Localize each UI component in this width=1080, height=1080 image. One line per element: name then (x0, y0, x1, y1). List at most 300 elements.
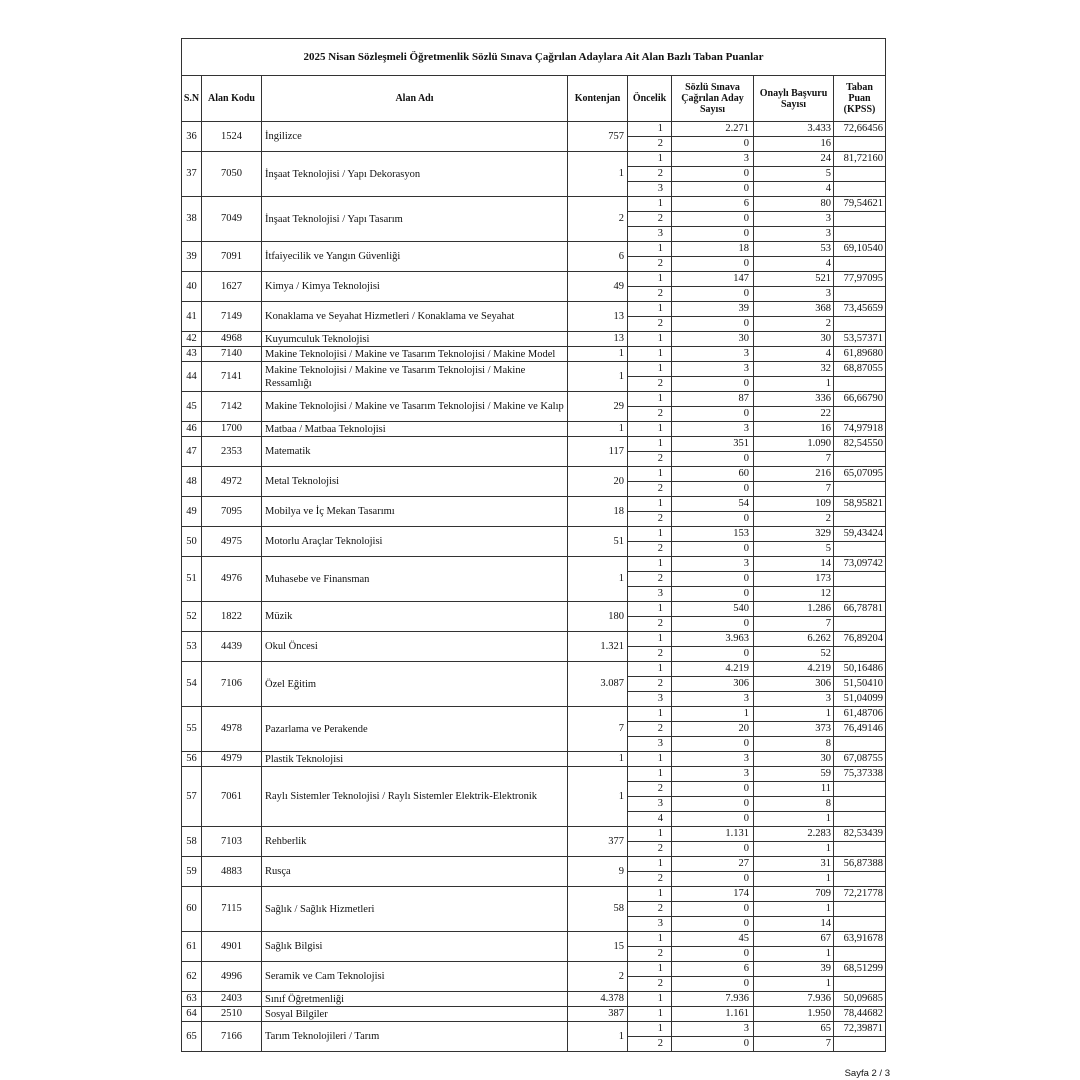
cell-alan-kodu: 4978 (202, 707, 262, 752)
cell-sozlu-aday: 3.963 (672, 632, 754, 647)
cell-kontenjan: 2 (568, 197, 628, 242)
cell-alan-kodu: 4996 (202, 962, 262, 992)
cell-alan-kodu: 1627 (202, 272, 262, 302)
cell-taban-puan: 66,78781 (834, 602, 886, 617)
cell-taban-puan: 68,87055 (834, 362, 886, 377)
cell-onayli-basvuru: 1 (754, 872, 834, 887)
cell-sozlu-aday: 153 (672, 527, 754, 542)
cell-sn: 43 (182, 347, 202, 362)
cell-taban-puan (834, 137, 886, 152)
cell-alan-kodu: 4972 (202, 467, 262, 497)
cell-taban-puan: 69,10540 (834, 242, 886, 257)
cell-oncelik: 2 (628, 647, 672, 662)
cell-sn: 53 (182, 632, 202, 662)
cell-oncelik: 3 (628, 692, 672, 707)
cell-oncelik: 2 (628, 977, 672, 992)
cell-kontenjan: 6 (568, 242, 628, 272)
header-oncelik: Öncelik (628, 76, 672, 122)
cell-alan-adi: Matematik (262, 437, 568, 467)
cell-taban-puan: 61,89680 (834, 347, 886, 362)
cell-sozlu-aday: 0 (672, 587, 754, 602)
cell-taban-puan (834, 227, 886, 242)
cell-onayli-basvuru: 1 (754, 707, 834, 722)
cell-sozlu-aday: 0 (672, 227, 754, 242)
cell-oncelik: 2 (628, 722, 672, 737)
cell-oncelik: 1 (628, 992, 672, 1007)
cell-alan-adi: Makine Teknolojisi / Makine ve Tasarım Teknolojisi / Makine Model (262, 347, 568, 362)
cell-oncelik: 2 (628, 677, 672, 692)
cell-sn: 41 (182, 302, 202, 332)
cell-sozlu-aday: 4.219 (672, 662, 754, 677)
page-number: Sayfa 2 / 3 (844, 1068, 890, 1079)
cell-taban-puan: 51,50410 (834, 677, 886, 692)
cell-sozlu-aday: 0 (672, 782, 754, 797)
cell-taban-puan (834, 947, 886, 962)
cell-taban-puan (834, 212, 886, 227)
cell-sozlu-aday: 0 (672, 212, 754, 227)
cell-sozlu-aday: 174 (672, 887, 754, 902)
cell-sozlu-aday: 0 (672, 902, 754, 917)
cell-alan-adi: Tarım Teknolojileri / Tarım (262, 1022, 568, 1052)
cell-taban-puan (834, 872, 886, 887)
cell-alan-adi: Mobilya ve İç Mekan Tasarımı (262, 497, 568, 527)
cell-taban-puan (834, 902, 886, 917)
cell-taban-puan: 50,09685 (834, 992, 886, 1007)
cell-onayli-basvuru: 14 (754, 917, 834, 932)
cell-kontenjan: 2 (568, 962, 628, 992)
cell-oncelik: 2 (628, 542, 672, 557)
cell-alan-adi: Rehberlik (262, 827, 568, 857)
cell-onayli-basvuru: 67 (754, 932, 834, 947)
cell-taban-puan: 56,87388 (834, 857, 886, 872)
cell-taban-puan (834, 542, 886, 557)
cell-alan-adi: İngilizce (262, 122, 568, 152)
cell-taban-puan (834, 452, 886, 467)
cell-onayli-basvuru: 14 (754, 557, 834, 572)
cell-onayli-basvuru: 1 (754, 377, 834, 392)
cell-onayli-basvuru: 4.219 (754, 662, 834, 677)
cell-taban-puan: 82,54550 (834, 437, 886, 452)
cell-onayli-basvuru: 4 (754, 257, 834, 272)
cell-taban-puan (834, 782, 886, 797)
cell-taban-puan: 77,97095 (834, 272, 886, 287)
cell-oncelik: 1 (628, 242, 672, 257)
cell-oncelik: 2 (628, 167, 672, 182)
cell-alan-adi: Sağlık / Sağlık Hizmetleri (262, 887, 568, 932)
cell-alan-kodu: 7061 (202, 767, 262, 827)
cell-sozlu-aday: 0 (672, 287, 754, 302)
table-row (182, 437, 886, 452)
cell-alan-kodu: 7149 (202, 302, 262, 332)
cell-sozlu-aday: 0 (672, 797, 754, 812)
cell-sozlu-aday: 306 (672, 677, 754, 692)
cell-oncelik: 1 (628, 827, 672, 842)
cell-alan-kodu: 4883 (202, 857, 262, 887)
cell-kontenjan: 1 (568, 557, 628, 602)
cell-oncelik: 2 (628, 212, 672, 227)
cell-taban-puan (834, 167, 886, 182)
cell-kontenjan: 15 (568, 932, 628, 962)
table-row (182, 857, 886, 872)
cell-sozlu-aday: 0 (672, 137, 754, 152)
cell-alan-kodu: 2353 (202, 437, 262, 467)
cell-alan-kodu: 7106 (202, 662, 262, 707)
cell-kontenjan: 4.378 (568, 992, 628, 1007)
table-row (182, 932, 886, 947)
cell-oncelik: 2 (628, 902, 672, 917)
cell-sn: 47 (182, 437, 202, 467)
cell-oncelik: 1 (628, 467, 672, 482)
cell-oncelik: 1 (628, 362, 672, 377)
cell-alan-adi: Konaklama ve Seyahat Hizmetleri / Konaklama ve Seyahat (262, 302, 568, 332)
cell-alan-kodu: 2403 (202, 992, 262, 1007)
cell-alan-adi: Raylı Sistemler Teknolojisi / Raylı Sistemler Elektrik-Elektronik (262, 767, 568, 827)
table-row (182, 602, 886, 617)
cell-taban-puan (834, 917, 886, 932)
cell-oncelik: 1 (628, 122, 672, 137)
cell-onayli-basvuru: 2 (754, 512, 834, 527)
cell-alan-kodu: 7141 (202, 362, 262, 392)
cell-alan-adi: Metal Teknolojisi (262, 467, 568, 497)
cell-oncelik: 1 (628, 497, 672, 512)
cell-onayli-basvuru: 5 (754, 542, 834, 557)
cell-taban-puan: 61,48706 (834, 707, 886, 722)
cell-sn: 38 (182, 197, 202, 242)
scores-table (181, 38, 886, 1052)
cell-kontenjan: 1 (568, 1022, 628, 1052)
cell-oncelik: 1 (628, 1022, 672, 1037)
cell-oncelik: 1 (628, 152, 672, 167)
cell-onayli-basvuru: 11 (754, 782, 834, 797)
header-taban: Taban Puan (KPSS) (834, 76, 886, 122)
cell-sozlu-aday: 3 (672, 557, 754, 572)
cell-alan-kodu: 7095 (202, 497, 262, 527)
cell-alan-adi: Plastik Teknolojisi (262, 752, 568, 767)
cell-alan-adi: Matbaa / Matbaa Teknolojisi (262, 422, 568, 437)
cell-sozlu-aday: 3 (672, 752, 754, 767)
cell-alan-kodu: 7115 (202, 887, 262, 932)
cell-taban-puan: 76,89204 (834, 632, 886, 647)
cell-sn: 65 (182, 1022, 202, 1052)
cell-onayli-basvuru: 3 (754, 692, 834, 707)
cell-alan-adi: İnşaat Teknolojisi / Yapı Dekorasyon (262, 152, 568, 197)
table-row (182, 422, 886, 437)
cell-taban-puan: 78,44682 (834, 1007, 886, 1022)
header-name: Alan Adı (262, 76, 568, 122)
cell-sozlu-aday: 0 (672, 182, 754, 197)
cell-onayli-basvuru: 1 (754, 812, 834, 827)
cell-sn: 36 (182, 122, 202, 152)
cell-onayli-basvuru: 1 (754, 947, 834, 962)
cell-sozlu-aday: 540 (672, 602, 754, 617)
cell-sn: 42 (182, 332, 202, 347)
cell-onayli-basvuru: 173 (754, 572, 834, 587)
cell-alan-kodu: 2510 (202, 1007, 262, 1022)
cell-oncelik: 3 (628, 737, 672, 752)
cell-onayli-basvuru: 39 (754, 962, 834, 977)
cell-alan-adi: Sınıf Öğretmenliği (262, 992, 568, 1007)
cell-onayli-basvuru: 7 (754, 482, 834, 497)
cell-sn: 59 (182, 857, 202, 887)
cell-oncelik: 3 (628, 917, 672, 932)
cell-sozlu-aday: 0 (672, 737, 754, 752)
cell-alan-kodu: 4975 (202, 527, 262, 557)
table-row (182, 197, 886, 212)
cell-sn: 48 (182, 467, 202, 497)
header-code: Alan Kodu (202, 76, 262, 122)
cell-taban-puan: 67,08755 (834, 752, 886, 767)
cell-alan-kodu: 4976 (202, 557, 262, 602)
cell-kontenjan: 1 (568, 347, 628, 362)
cell-sn: 54 (182, 662, 202, 707)
cell-sn: 58 (182, 827, 202, 857)
cell-onayli-basvuru: 5 (754, 167, 834, 182)
table-row (182, 887, 886, 902)
cell-onayli-basvuru: 7 (754, 1037, 834, 1052)
cell-alan-adi: Rusça (262, 857, 568, 887)
cell-oncelik: 1 (628, 1007, 672, 1022)
cell-alan-kodu: 7166 (202, 1022, 262, 1052)
cell-sn: 63 (182, 992, 202, 1007)
cell-kontenjan: 1 (568, 152, 628, 197)
cell-taban-puan: 51,04099 (834, 692, 886, 707)
cell-sn: 64 (182, 1007, 202, 1022)
cell-taban-puan: 66,66790 (834, 392, 886, 407)
cell-taban-puan: 73,09742 (834, 557, 886, 572)
cell-onayli-basvuru: 31 (754, 857, 834, 872)
cell-sozlu-aday: 0 (672, 872, 754, 887)
cell-sozlu-aday: 0 (672, 542, 754, 557)
cell-sn: 62 (182, 962, 202, 992)
cell-oncelik: 1 (628, 752, 672, 767)
cell-sn: 51 (182, 557, 202, 602)
cell-sozlu-aday: 18 (672, 242, 754, 257)
cell-oncelik: 3 (628, 182, 672, 197)
cell-alan-kodu: 7091 (202, 242, 262, 272)
cell-sozlu-aday: 3 (672, 767, 754, 782)
cell-alan-adi: Muhasebe ve Finansman (262, 557, 568, 602)
table-row (182, 362, 886, 377)
cell-sozlu-aday: 3 (672, 152, 754, 167)
cell-onayli-basvuru: 1.286 (754, 602, 834, 617)
cell-oncelik: 1 (628, 332, 672, 347)
cell-oncelik: 3 (628, 797, 672, 812)
cell-taban-puan: 81,72160 (834, 152, 886, 167)
cell-taban-puan: 65,07095 (834, 467, 886, 482)
cell-alan-adi: Seramik ve Cam Teknolojisi (262, 962, 568, 992)
cell-onayli-basvuru: 30 (754, 332, 834, 347)
header-onayli: Onaylı Başvuru Sayısı (754, 76, 834, 122)
cell-onayli-basvuru: 8 (754, 797, 834, 812)
cell-onayli-basvuru: 22 (754, 407, 834, 422)
table-row (182, 707, 886, 722)
cell-sozlu-aday: 7.936 (672, 992, 754, 1007)
cell-oncelik: 2 (628, 782, 672, 797)
cell-taban-puan: 50,16486 (834, 662, 886, 677)
cell-alan-adi: Makine Teknolojisi / Makine ve Tasarım Teknolojisi / Makine ve Kalıp (262, 392, 568, 422)
cell-sozlu-aday: 54 (672, 497, 754, 512)
cell-sozlu-aday: 0 (672, 257, 754, 272)
cell-oncelik: 3 (628, 227, 672, 242)
cell-kontenjan: 1 (568, 362, 628, 392)
cell-oncelik: 2 (628, 842, 672, 857)
header-sozlu: Sözlü Sınava Çağrılan Aday Sayısı (672, 76, 754, 122)
header-sn: S.N (182, 76, 202, 122)
cell-kontenjan: 7 (568, 707, 628, 752)
cell-taban-puan (834, 317, 886, 332)
cell-kontenjan: 377 (568, 827, 628, 857)
cell-taban-puan (834, 617, 886, 632)
table-row (182, 302, 886, 317)
cell-onayli-basvuru: 4 (754, 347, 834, 362)
cell-onayli-basvuru: 373 (754, 722, 834, 737)
cell-sozlu-aday: 0 (672, 317, 754, 332)
cell-oncelik: 2 (628, 452, 672, 467)
cell-oncelik: 1 (628, 662, 672, 677)
cell-taban-puan: 72,66456 (834, 122, 886, 137)
cell-oncelik: 2 (628, 512, 672, 527)
cell-oncelik: 2 (628, 872, 672, 887)
cell-alan-kodu: 4968 (202, 332, 262, 347)
cell-alan-kodu: 7050 (202, 152, 262, 197)
cell-oncelik: 1 (628, 437, 672, 452)
cell-taban-puan (834, 257, 886, 272)
cell-taban-puan (834, 587, 886, 602)
table-row (182, 1022, 886, 1037)
cell-alan-adi: Pazarlama ve Perakende (262, 707, 568, 752)
cell-taban-puan (834, 737, 886, 752)
cell-alan-adi: Kimya / Kimya Teknolojisi (262, 272, 568, 302)
cell-oncelik: 1 (628, 707, 672, 722)
cell-taban-puan: 59,43424 (834, 527, 886, 542)
cell-kontenjan: 49 (568, 272, 628, 302)
cell-alan-kodu: 1524 (202, 122, 262, 152)
cell-onayli-basvuru: 329 (754, 527, 834, 542)
cell-sozlu-aday: 60 (672, 467, 754, 482)
cell-alan-kodu: 7140 (202, 347, 262, 362)
cell-taban-puan: 79,54621 (834, 197, 886, 212)
cell-taban-puan (834, 1037, 886, 1052)
cell-sozlu-aday: 30 (672, 332, 754, 347)
cell-alan-kodu: 4979 (202, 752, 262, 767)
table-row (182, 527, 886, 542)
cell-oncelik: 2 (628, 947, 672, 962)
cell-alan-kodu: 7049 (202, 197, 262, 242)
cell-oncelik: 3 (628, 587, 672, 602)
cell-taban-puan: 76,49146 (834, 722, 886, 737)
cell-sozlu-aday: 1.131 (672, 827, 754, 842)
cell-kontenjan: 58 (568, 887, 628, 932)
cell-onayli-basvuru: 7.936 (754, 992, 834, 1007)
cell-oncelik: 1 (628, 347, 672, 362)
cell-onayli-basvuru: 3.433 (754, 122, 834, 137)
cell-kontenjan: 3.087 (568, 662, 628, 707)
cell-alan-kodu: 1700 (202, 422, 262, 437)
table-row (182, 242, 886, 257)
cell-kontenjan: 51 (568, 527, 628, 557)
cell-sn: 57 (182, 767, 202, 827)
cell-oncelik: 1 (628, 857, 672, 872)
cell-oncelik: 1 (628, 962, 672, 977)
cell-sozlu-aday: 0 (672, 812, 754, 827)
cell-alan-adi: Okul Öncesi (262, 632, 568, 662)
cell-taban-puan: 63,91678 (834, 932, 886, 947)
cell-onayli-basvuru: 2.283 (754, 827, 834, 842)
cell-alan-adi: Sağlık Bilgisi (262, 932, 568, 962)
cell-onayli-basvuru: 6.262 (754, 632, 834, 647)
cell-oncelik: 2 (628, 572, 672, 587)
cell-taban-puan (834, 842, 886, 857)
cell-sn: 44 (182, 362, 202, 392)
cell-oncelik: 1 (628, 767, 672, 782)
cell-sozlu-aday: 6 (672, 197, 754, 212)
cell-sozlu-aday: 0 (672, 512, 754, 527)
table-row (182, 152, 886, 167)
cell-alan-kodu: 7103 (202, 827, 262, 857)
cell-onayli-basvuru: 2 (754, 317, 834, 332)
cell-sozlu-aday: 3 (672, 1022, 754, 1037)
cell-sozlu-aday: 39 (672, 302, 754, 317)
cell-sozlu-aday: 2.271 (672, 122, 754, 137)
cell-taban-puan: 74,97918 (834, 422, 886, 437)
cell-kontenjan: 117 (568, 437, 628, 467)
cell-onayli-basvuru: 16 (754, 137, 834, 152)
table-row (182, 272, 886, 287)
table-row (182, 992, 886, 1007)
cell-oncelik: 1 (628, 197, 672, 212)
cell-sozlu-aday: 351 (672, 437, 754, 452)
cell-onayli-basvuru: 32 (754, 362, 834, 377)
cell-sozlu-aday: 6 (672, 962, 754, 977)
cell-sozlu-aday: 3 (672, 362, 754, 377)
cell-onayli-basvuru: 7 (754, 452, 834, 467)
cell-onayli-basvuru: 1 (754, 842, 834, 857)
cell-sozlu-aday: 0 (672, 1037, 754, 1052)
cell-sozlu-aday: 3 (672, 347, 754, 362)
cell-sn: 50 (182, 527, 202, 557)
cell-taban-puan: 72,39871 (834, 1022, 886, 1037)
table-row (182, 557, 886, 572)
cell-onayli-basvuru: 80 (754, 197, 834, 212)
table-row (182, 662, 886, 677)
cell-taban-puan: 68,51299 (834, 962, 886, 977)
cell-sn: 45 (182, 392, 202, 422)
cell-oncelik: 2 (628, 1037, 672, 1052)
cell-sozlu-aday: 0 (672, 977, 754, 992)
cell-onayli-basvuru: 8 (754, 737, 834, 752)
cell-oncelik: 1 (628, 302, 672, 317)
cell-onayli-basvuru: 3 (754, 227, 834, 242)
cell-kontenjan: 13 (568, 302, 628, 332)
cell-oncelik: 2 (628, 482, 672, 497)
cell-sozlu-aday: 0 (672, 482, 754, 497)
cell-sozlu-aday: 1 (672, 707, 754, 722)
cell-taban-puan (834, 482, 886, 497)
cell-alan-adi: Özel Eğitim (262, 662, 568, 707)
cell-taban-puan (834, 797, 886, 812)
cell-taban-puan (834, 512, 886, 527)
table-row (182, 392, 886, 407)
cell-sn: 49 (182, 497, 202, 527)
cell-taban-puan: 82,53439 (834, 827, 886, 842)
cell-sozlu-aday: 3 (672, 692, 754, 707)
cell-onayli-basvuru: 109 (754, 497, 834, 512)
cell-taban-puan (834, 977, 886, 992)
cell-onayli-basvuru: 4 (754, 182, 834, 197)
cell-sn: 56 (182, 752, 202, 767)
table-row (182, 752, 886, 767)
cell-sozlu-aday: 0 (672, 572, 754, 587)
